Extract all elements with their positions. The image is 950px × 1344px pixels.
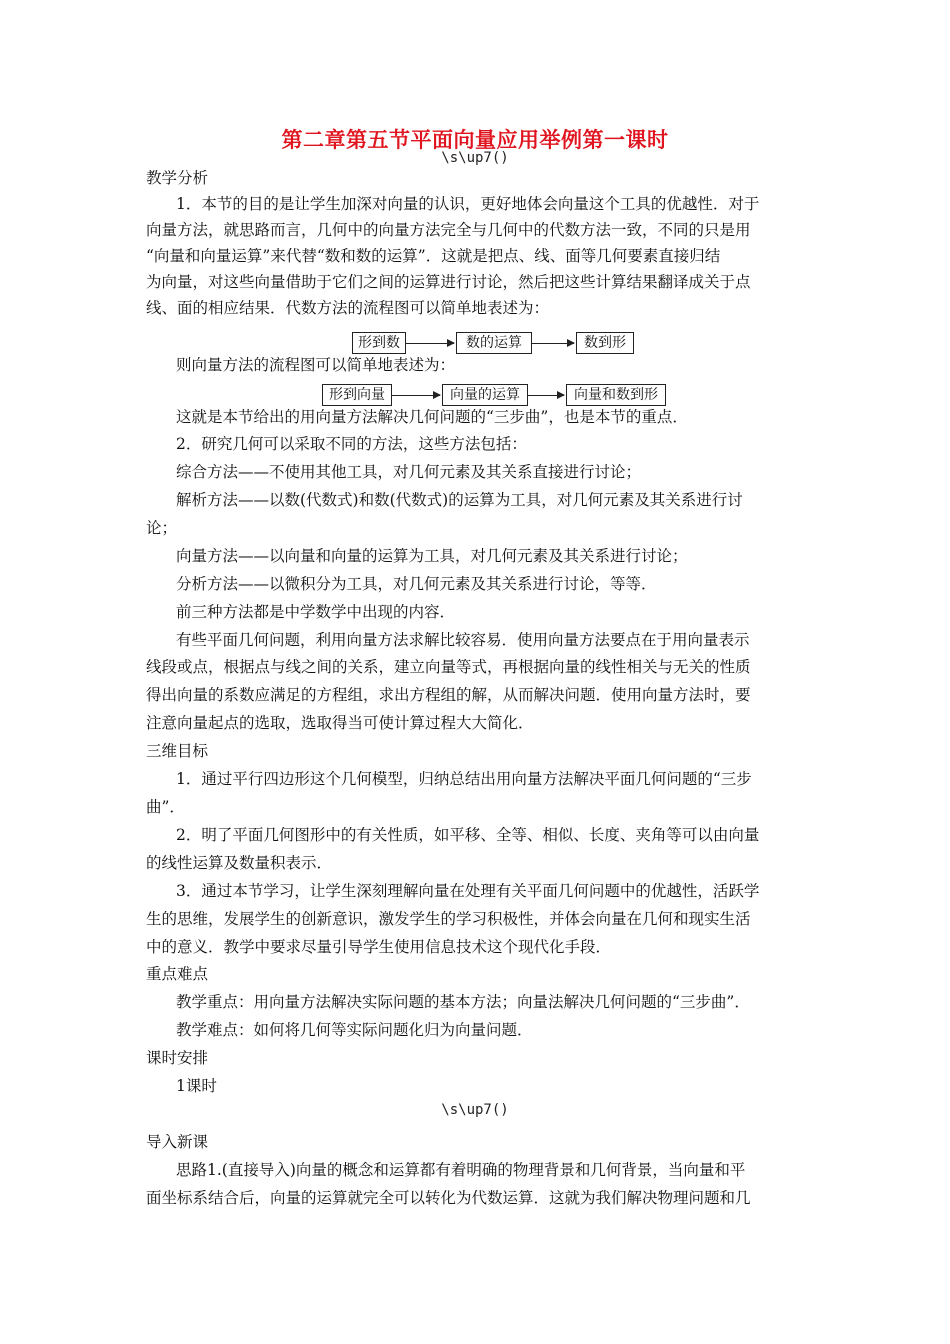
text-line: 曲”． [146,798,185,816]
text-line: 教学重点：用向量方法解决实际问题的基本方法；向量法解决几何问题的“三步曲”． [176,993,750,1011]
flow-box: 形到数 [352,332,406,354]
text-line: “向量和向量运算”来代替“数和数的运算”．这就是把点、线、面等几何要素直接归结 [146,247,721,265]
section-heading-keypoints: 重点难点 [146,965,209,983]
text-line: 线段或点，根据点与线之间的关系，建立向量等式，再根据向量的线性相关与无关的性质 [146,658,751,676]
flow-box: 向量和数到形 [566,384,666,406]
flow-arrow [406,343,454,344]
text-line: 的线性运算及数量积表示． [146,854,333,872]
text-line: 2．明了平面几何图形中的有关性质，如平移、全等、相似、长度、夹角等可以由向量 [176,826,760,844]
text-line: 3．通过本节学习，让学生深刻理解向量在处理有关平面几何问题中的优越性，活跃学 [176,882,760,900]
text-line: 综合方法——不使用其他工具，对几何元素及其关系直接进行讨论； [176,463,642,481]
text-line: 论； [146,519,178,537]
page-title: 第二章第五节平面向量应用举例第一课时 [281,127,669,152]
text-line: 线、面的相应结果．代数方法的流程图可以简单地表述为： [146,299,550,317]
text-line: 思路1.(直接导入)向量的概念和运算都有着明确的物理背景和几何背景，当向量和平 [176,1161,746,1179]
text-line: 为向量，对这些向量借助于它们之间的运算进行讨论，然后把这些计算结果翻译成关于点 [146,273,751,291]
text-line: 向量方法，就思路而言，几何中的向量方法完全与几何中的代数方法一致，不同的只是用 [146,221,751,239]
text-line: 得出向量的系数应满足的方程组，求出方程组的解，从而解决问题．使用向量方法时，要 [146,686,751,704]
flow-box: 向量的运算 [442,384,528,406]
text-line: 分析方法——以微积分为工具，对几何元素及其关系进行讨论，等等． [176,575,657,593]
flow-box: 数到形 [576,332,634,354]
flow-arrow [528,395,564,396]
section-heading-analysis: 教学分析 [146,169,209,187]
flow-arrow [392,395,440,396]
text-line: 有些平面几何问题，利用向量方法求解比较容易．使用向量方法要点在于用向量表示 [176,631,750,649]
flow-arrow [532,343,574,344]
section-heading-goals: 三维目标 [146,742,209,760]
text-line: 向量方法——以向量和向量的运算为工具，对几何元素及其关系进行讨论； [176,547,688,565]
text-line: 前三种方法都是中学数学中出现的内容． [176,603,456,621]
section-heading-schedule: 课时安排 [146,1049,209,1067]
code-marker: \s\up7() [441,1102,509,1118]
text-line: 2．研究几何可以采取不同的方法，这些方法包括： [176,435,527,453]
text-line: 注意向量起点的选取，选取得当可使计算过程大大简化． [146,714,534,732]
text-line: 生的思维，发展学生的创新意识，激发学生的学习积极性，并体会向量在几何和现实生活 [146,910,751,928]
flow-box: 形到向量 [322,384,392,406]
code-marker: \s\up7() [441,150,509,166]
text-line: 1．通过平行四边形这个几何模型，归纳总结出用向量方法解决平面几何问题的“三步 [176,770,752,788]
flow-box: 数的运算 [456,332,532,354]
text-line: 解析方法——以数(代数式)和数(代数式)的运算为工具，对几何元素及其关系进行讨 [176,491,743,509]
section-heading-intro: 导入新课 [146,1133,209,1151]
text-line: 面坐标系结合后，向量的运算就完全可以转化为代数运算．这就为我们解决物理问题和几 [146,1189,751,1207]
text-line: 1．本节的目的是让学生加深对向量的认识，更好地体会向量这个工具的优越性．对于 [176,195,760,213]
text-line: 教学难点：如何将几何等实际问题化归为向量问题． [176,1021,533,1039]
text-line: 中的意义．教学中要求尽量引导学生使用信息技术这个现代化手段． [146,938,612,956]
text-line: 1课时 [176,1077,217,1095]
text-line: 则向量方法的流程图可以简单地表述为： [176,356,456,374]
text-line: 这就是本节给出的用向量方法解决几何问题的“三步曲”，也是本节的重点． [176,408,688,426]
